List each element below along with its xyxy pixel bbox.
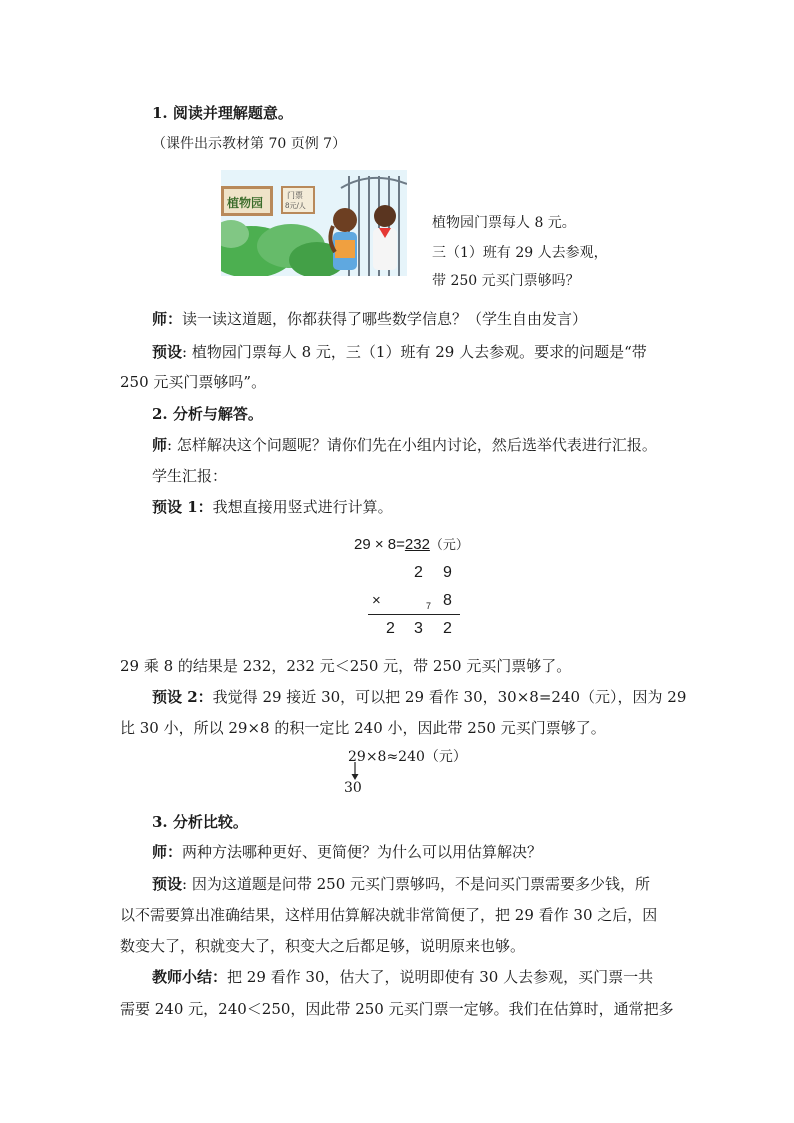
equation bbox=[354, 534, 469, 553]
teacher-question-2 bbox=[152, 430, 657, 460]
vertical-row-2-digit: 8 bbox=[443, 592, 452, 609]
teacher-summary-text-a: 把 29 看作 30，估大了，说明即使有 30 人去参观，买门票一共 bbox=[227, 968, 654, 986]
preset-1-text-a: : 植物园门票每人 8 元，三（1）班有 29 人去参观。要求的问题是“带 bbox=[182, 343, 647, 361]
preset-3-text-a: 我觉得 29 接近 30，可以把 29 看作 30，30×8=240（元），因为 29 bbox=[212, 688, 687, 706]
speaker-label: 师 bbox=[152, 436, 168, 454]
problem-line-1: 植物园门票每人 8 元。 bbox=[432, 215, 576, 231]
problem-line-2: 三（1）班有 29 人去参观， bbox=[432, 245, 608, 261]
sign-ticket: 门票 bbox=[287, 191, 303, 200]
section-3-heading: 3. 分析比较。 bbox=[152, 813, 248, 831]
result-statement: 29 乘 8 的结果是 232，232 元＜250 元，带 250 元买门票够了。 bbox=[120, 657, 572, 675]
vertical-line bbox=[368, 614, 460, 615]
speaker-label: 师： bbox=[152, 310, 183, 328]
preset-4-cont-1: 以不需要算出准确结果，这样用估算解决就非常简便了，把 29 看作 30 之后，因 bbox=[120, 906, 658, 924]
summary-label: 教师小结： bbox=[152, 968, 228, 986]
preset-3-cont: 比 30 小，所以 29×8 的积一定比 240 小，因此带 250 元买门票够了。 bbox=[120, 719, 606, 737]
preset-label: 预设 1： bbox=[152, 498, 213, 516]
estimate-equation: 29×8≈240（元） bbox=[348, 749, 467, 765]
teacher-summary bbox=[152, 962, 653, 992]
times-sign: × bbox=[372, 592, 381, 609]
preset-label: 预设 bbox=[152, 875, 183, 893]
equation-answer: 232 bbox=[404, 536, 430, 553]
botanical-garden-illustration bbox=[221, 170, 407, 276]
vertical-row-1-digit-1: 2 bbox=[414, 564, 423, 581]
estimate-round-value: 30 bbox=[344, 780, 362, 796]
preset-label: 预设 2： bbox=[152, 688, 213, 706]
preset-3 bbox=[152, 682, 686, 712]
equation-left: 29 × 8= bbox=[354, 536, 405, 553]
carry-digit: 7 bbox=[426, 601, 432, 611]
teacher-question-3 bbox=[152, 837, 542, 867]
preset-4-cont-2: 数变大了，积就变大了，积变大之后都足够，说明原来也够。 bbox=[120, 937, 526, 955]
teacher-question-1-text: 读一读这道题，你都获得了哪些数学信息？（学生自由发言） bbox=[182, 310, 588, 328]
preset-1-cont: 250 元买门票够吗”。 bbox=[120, 373, 267, 391]
vertical-row-1-digit-2: 9 bbox=[443, 564, 452, 581]
teacher-summary-cont: 需要 240 元，240＜250，因此带 250 元买门票一定够。我们在估算时，通常把多 bbox=[120, 1000, 674, 1018]
preset-4 bbox=[152, 869, 650, 899]
result-digit-2: 3 bbox=[414, 620, 423, 637]
preset-2-text: 我想直接用竖式进行计算。 bbox=[212, 498, 393, 516]
down-arrow-icon bbox=[350, 762, 360, 782]
preset-1 bbox=[152, 337, 647, 367]
sign-price: 8元/人 bbox=[285, 202, 306, 210]
teacher-question-3-text: 两种方法哪种更好、更简便？为什么可以用估算解决？ bbox=[182, 843, 543, 861]
result-digit-3: 2 bbox=[443, 620, 452, 637]
result-digit-1: 2 bbox=[386, 620, 395, 637]
problem-line-3: 带 250 元买门票够吗？ bbox=[432, 273, 580, 289]
teacher-question-2-text: : 怎样解决这个问题呢？请你们先在小组内讨论，然后选举代表进行汇报。 bbox=[167, 436, 657, 454]
preset-2 bbox=[152, 492, 393, 522]
section-2-heading: 2. 分析与解答。 bbox=[152, 405, 263, 423]
section-1-heading: 1. 阅读并理解题意。 bbox=[152, 104, 293, 122]
preset-label: 预设 bbox=[152, 343, 183, 361]
sign-botanical-garden: 植物园 bbox=[227, 196, 264, 210]
preset-4-text-a: : 因为这道题是问带 250 元买门票够吗，不是问买门票需要多少钱，所 bbox=[182, 875, 651, 893]
speaker-label: 师： bbox=[152, 843, 183, 861]
teacher-question-1 bbox=[152, 304, 587, 334]
textbook-note: （课件出示教材第 70 页例 7） bbox=[152, 136, 347, 152]
equation-unit: （元） bbox=[429, 538, 469, 553]
student-report-label: 学生汇报： bbox=[152, 467, 228, 485]
